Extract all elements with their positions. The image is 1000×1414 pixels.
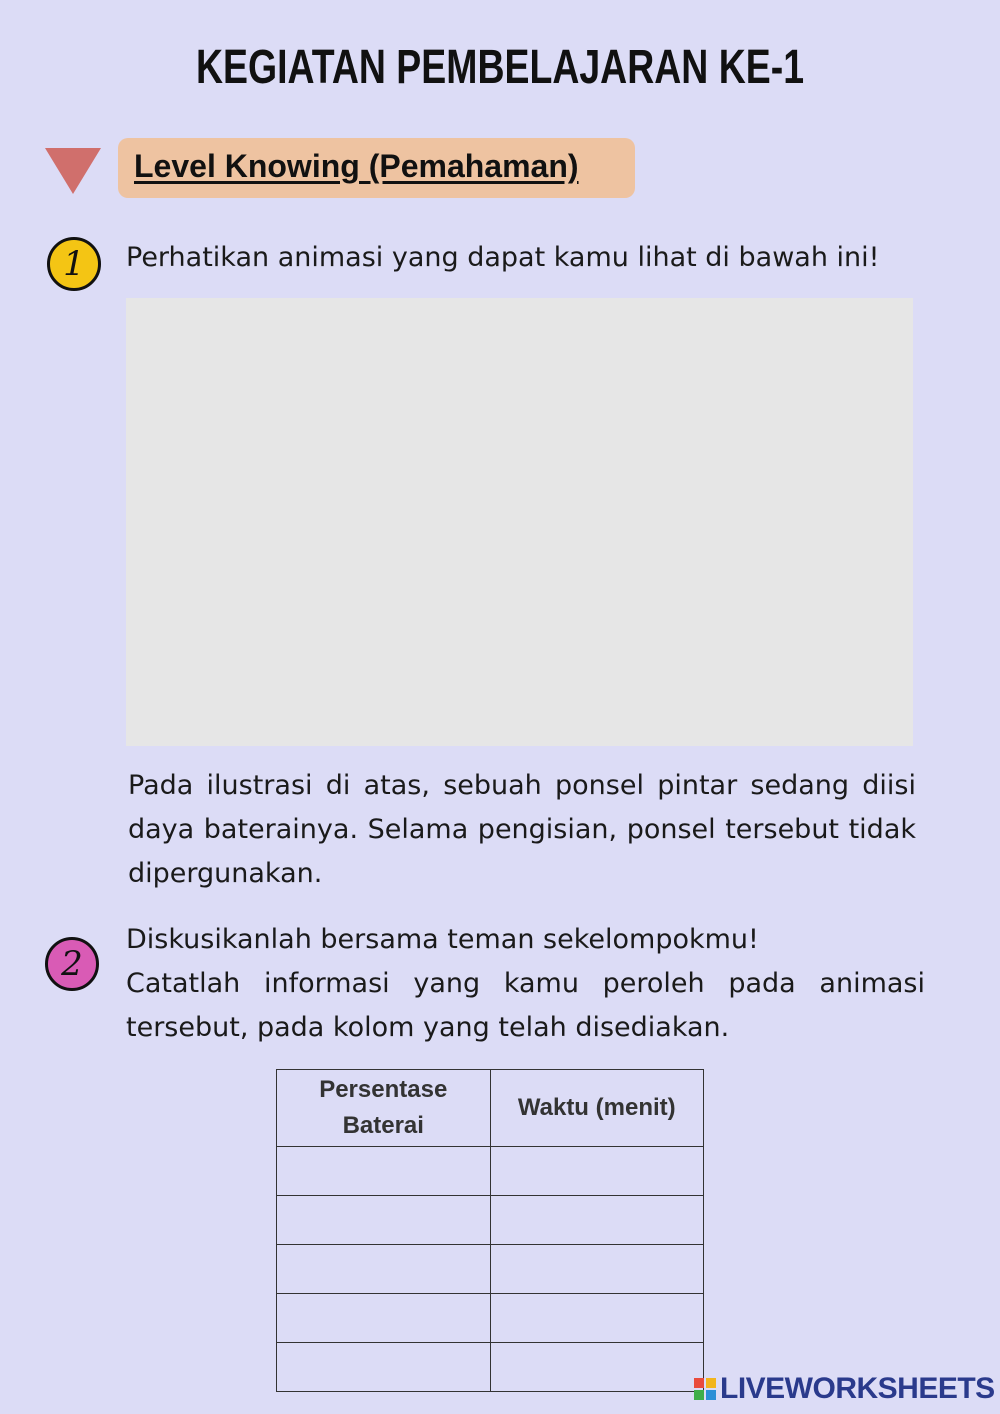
table-row xyxy=(277,1245,704,1294)
table-row xyxy=(277,1147,704,1196)
table-row xyxy=(277,1343,704,1392)
table-cell-time[interactable] xyxy=(490,1147,704,1196)
liveworksheets-logo-icon xyxy=(694,1378,716,1400)
level-label: Level Knowing (Pemahaman) xyxy=(134,148,579,184)
question-2-text xyxy=(126,918,925,1050)
table-cell-battery[interactable] xyxy=(277,1196,491,1245)
table-row xyxy=(277,1196,704,1245)
answer-table xyxy=(276,1069,704,1392)
table-cell-time[interactable] xyxy=(490,1294,704,1343)
table-header-time: Waktu (menit) xyxy=(490,1070,704,1147)
table-row xyxy=(277,1294,704,1343)
table-cell-battery[interactable] xyxy=(277,1343,491,1392)
table-cell-battery[interactable] xyxy=(277,1245,491,1294)
table-header-battery: Persentase Baterai xyxy=(277,1070,491,1147)
question-1-instruction: Perhatikan animasi yang dapat kamu lihat di bawah ini! xyxy=(126,242,880,273)
question-2-line-2: Catatlah informasi yang kamu peroleh pada animasi xyxy=(126,968,925,999)
question-number-1-badge: 1 xyxy=(47,237,101,291)
animation-placeholder[interactable] xyxy=(126,298,913,746)
table-cell-battery[interactable] xyxy=(277,1294,491,1343)
question-number-2-badge: 2 xyxy=(45,937,99,991)
table-cell-time[interactable] xyxy=(490,1343,704,1392)
table-cell-time[interactable] xyxy=(490,1196,704,1245)
triangle-down-icon xyxy=(45,148,101,194)
page-title: KEGIATAN PEMBELAJARAN KE-1 xyxy=(195,41,805,94)
brand-name: LIVEWORKSHEETS xyxy=(720,1372,995,1405)
question-2-line-1: Diskusikanlah bersama teman sekelompokmu! xyxy=(126,924,759,955)
table-cell-battery[interactable] xyxy=(277,1147,491,1196)
liveworksheets-logo xyxy=(694,1372,995,1406)
question-2-line-3: tersebut, pada kolom yang telah disediakan. xyxy=(126,1012,730,1043)
table-cell-time[interactable] xyxy=(490,1245,704,1294)
question-1-paragraph: Pada ilustrasi di atas, sebuah ponsel pintar sedang diisi daya baterainya. Selama pengisian, ponsel tersebut tidak dipergunakan. xyxy=(128,770,916,889)
